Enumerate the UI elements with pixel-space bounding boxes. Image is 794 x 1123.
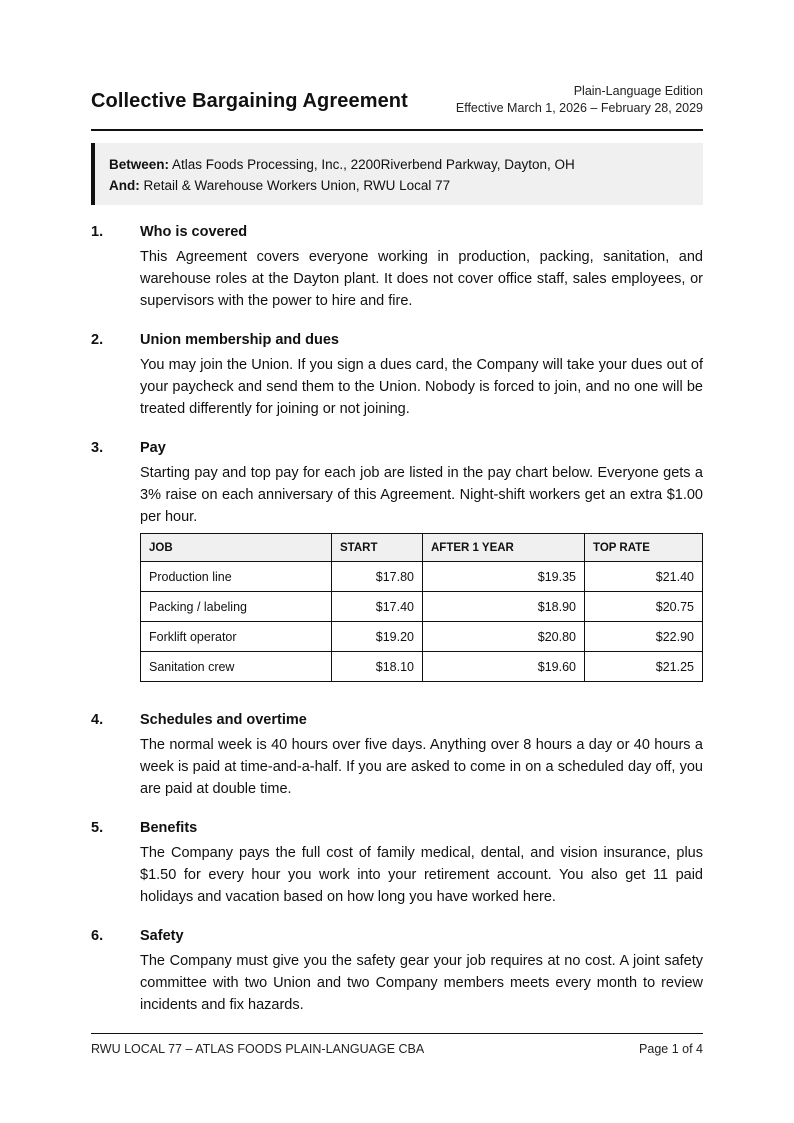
job-cell: Forklift operator xyxy=(141,622,332,652)
parties-box xyxy=(91,143,703,205)
top-rate-cell: $21.25 xyxy=(585,652,703,682)
and-value: Retail & Warehouse Workers Union, RWU Local 77 xyxy=(143,178,451,193)
pay-chart-table xyxy=(140,533,703,682)
column-header-after-1-year: AFTER 1 YEAR xyxy=(423,534,585,562)
table-row xyxy=(141,592,703,622)
section-number: 6. xyxy=(91,928,104,944)
section-number: 2. xyxy=(91,332,104,348)
section-heading: Safety xyxy=(140,928,184,944)
document-header xyxy=(91,80,703,131)
start-cell: $17.80 xyxy=(332,562,423,592)
section-heading: Benefits xyxy=(140,820,198,836)
column-header-top-rate: TOP RATE xyxy=(585,534,703,562)
effective-dates: Effective March 1, 2026 – February 28, 2029 xyxy=(455,101,703,115)
and-label: And: xyxy=(109,178,140,193)
top-rate-cell: $22.90 xyxy=(585,622,703,652)
section-heading: Who is covered xyxy=(140,224,248,240)
section-number: 3. xyxy=(91,440,104,456)
party-between xyxy=(109,154,703,175)
table-header-row xyxy=(141,534,703,562)
start-cell: $17.40 xyxy=(332,592,423,622)
table-row xyxy=(141,622,703,652)
section-number: 4. xyxy=(91,712,104,728)
column-header-job: JOB xyxy=(141,534,332,562)
section-body: This Agreement covers everyone working in production, packing, sanitation, and warehouse roles at the Dayton plant. It does not cover office staff, sales employees, or supervisors with the power to hire and fire. xyxy=(140,249,703,309)
section-heading: Union membership and dues xyxy=(140,332,339,348)
top-rate-cell: $20.75 xyxy=(585,592,703,622)
top-rate-cell: $21.40 xyxy=(585,562,703,592)
section-heading: Schedules and overtime xyxy=(140,712,307,728)
party-and xyxy=(109,175,703,196)
section-body: The Company must give you the safety gear your job requires at no cost. A joint safety committee with two Union and two Company members meets every month to review incidents and fix hazards. xyxy=(140,953,703,1013)
job-cell: Production line xyxy=(141,562,332,592)
edition-label: Plain-Language Edition xyxy=(573,84,703,98)
section-body: You may join the Union. If you sign a dues card, the Company will take your dues out of your paycheck and send them to the Union. Nobody is forced to join, and no one will be treated differently for joining or not joining. xyxy=(140,357,703,417)
between-value: Atlas Foods Processing, Inc., 2200Riverbend Parkway, Dayton, OH xyxy=(172,157,575,172)
table-row xyxy=(141,652,703,682)
after-1-year-cell: $19.60 xyxy=(423,652,585,682)
table-row xyxy=(141,562,703,592)
footer-document-label: RWU LOCAL 77 – ATLAS FOODS PLAIN-LANGUAGE CBA xyxy=(91,1042,425,1056)
job-cell: Sanitation crew xyxy=(141,652,332,682)
between-label: Between: xyxy=(109,157,170,172)
section-number: 5. xyxy=(91,820,104,836)
start-cell: $19.20 xyxy=(332,622,423,652)
section-body: Starting pay and top pay for each job are listed in the pay chart below. Everyone gets a 3% raise on each anniversary of this Agreement. Night-shift workers get an extra $1.00 per hour. xyxy=(140,465,703,525)
after-1-year-cell: $18.90 xyxy=(423,592,585,622)
page-footer xyxy=(91,1033,703,1056)
column-header-start: START xyxy=(332,534,423,562)
start-cell: $18.10 xyxy=(332,652,423,682)
edition-block xyxy=(456,83,703,117)
section-heading: Pay xyxy=(140,440,166,456)
section-body: The normal week is 40 hours over five days. Anything over 8 hours a day or 40 hours a week is paid at time-and-a-half. If you are asked to come in on a scheduled day off, you are paid at double time. xyxy=(140,737,703,797)
page-number: Page 1 of 4 xyxy=(639,1042,703,1056)
document-title: Collective Bargaining Agreement xyxy=(91,90,408,112)
after-1-year-cell: $20.80 xyxy=(423,622,585,652)
section-body: The Company pays the full cost of family medical, dental, and vision insurance, plus $1.50 for every hour you work into your retirement account. You also get 11 paid holidays and vacation based on how long you have worked here. xyxy=(140,845,703,905)
after-1-year-cell: $19.35 xyxy=(423,562,585,592)
job-cell: Packing / labeling xyxy=(141,592,332,622)
section-number: 1. xyxy=(91,224,104,240)
